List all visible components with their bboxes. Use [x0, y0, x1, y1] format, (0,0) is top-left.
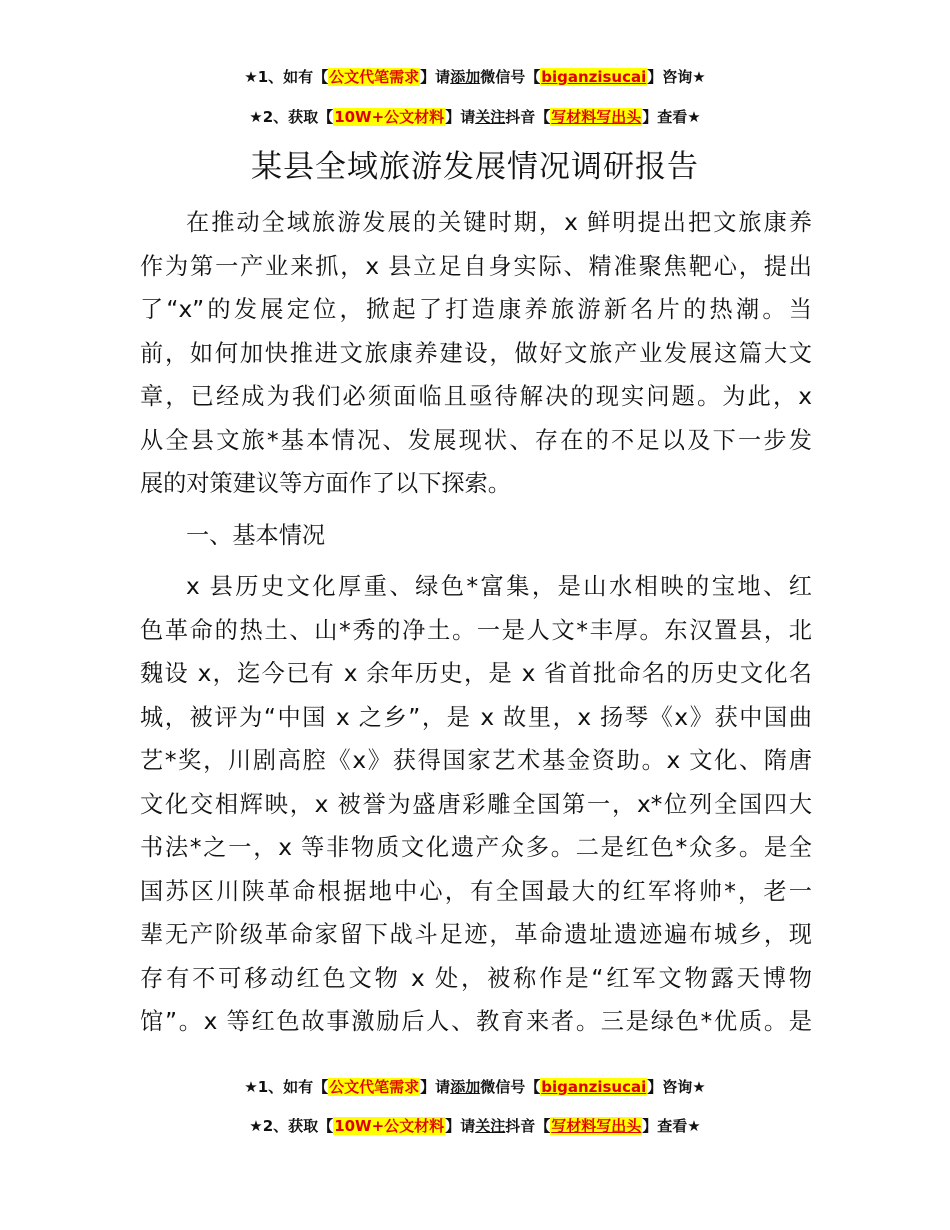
- text-line: 文化交相辉映，x 被誉为盛唐彩雕全国第一，x*位列全国四大: [140, 790, 812, 818]
- promo-1-mid1: 】请: [420, 68, 451, 86]
- footer-1-highlight-wechat: biganzisucai: [541, 1078, 647, 1096]
- footer-2-mid1: 】请: [445, 1117, 476, 1135]
- promo-1-mid2: 微信号【: [480, 68, 541, 86]
- text-line: 城，被评为“中国 x 之乡”，是 x 故里，x 扬琴《x》获中国曲: [140, 703, 812, 731]
- promo-2-prefix: ★2、获取【: [249, 108, 334, 126]
- text-line: 辈无产阶级革命家留下战斗足迹，革命遗址遗迹遍布城乡，现: [140, 921, 812, 948]
- text-line: x 县历史文化厚重、绿色*富集，是山水相映的宝地、红: [186, 573, 812, 600]
- paragraph-basic-situation: [140, 565, 812, 1044]
- text-line: 色革命的热土、山*秀的净土。一是人文*丰厚。东汉置县，北: [140, 616, 812, 644]
- footer-2-suffix: 】查看★: [642, 1117, 701, 1135]
- footer-1-suffix: 】咨询★: [647, 1078, 706, 1096]
- text-line: 存有不可移动红色文物 x 处，被称作是“红军文物露天博物: [140, 964, 812, 992]
- text-line: 章，已经成为我们必须面临且亟待解决的现实问题。为此，x: [140, 383, 812, 410]
- text-line: 馆”。x 等红色故事激励后人、教育来者。三是绿色*优质。是: [140, 1008, 812, 1035]
- document-title: 某县全域旅游发展情况调研报告: [251, 149, 699, 185]
- promo-2-highlight-materials: 10W+公文材料: [334, 108, 445, 126]
- text-line: 展的对策建议等方面作了以下探索。: [140, 470, 511, 497]
- text-line: 了“x”的发展定位，掀起了打造康养旅游新名片的热潮。当: [140, 296, 812, 323]
- promo-1-prefix: ★1、如有【: [244, 68, 329, 86]
- text-line: 魏设 x，迄今已有 x 余年历史，是 x 省首批命名的历史文化名: [140, 660, 812, 687]
- promo-line-2: [0, 106, 950, 128]
- paragraph-intro: [140, 201, 812, 506]
- text-line: 书法*之一，x 等非物质文化遗产众多。二是红色*众多。是全: [140, 834, 812, 861]
- text-line: 作为第一产业来抓，x 县立足自身实际、精准聚焦靶心，提出: [140, 252, 812, 280]
- footer-1-highlight-service: 公文代笔需求: [329, 1078, 420, 1096]
- footer-2-emphasis: 关注: [475, 1117, 506, 1135]
- footer-2-mid2: 抖音【: [505, 1117, 551, 1135]
- document-body: [140, 201, 812, 1044]
- text-line: 在推动全域旅游发展的关键时期，x 鲜明提出把文旅康养: [186, 209, 812, 236]
- footer-1-mid2: 微信号【: [480, 1078, 541, 1096]
- promo-2-mid2: 抖音【: [505, 108, 551, 126]
- section-heading: 一、基本情况: [186, 521, 326, 549]
- footer-promo-line-2: [0, 1115, 950, 1137]
- footer-1-prefix: ★1、如有【: [244, 1078, 329, 1096]
- promo-2-highlight-douyin: 写材料写出头: [551, 108, 642, 126]
- footer-2-prefix: ★2、获取【: [249, 1117, 334, 1135]
- text-line: 国苏区川陕革命根据地中心，有全国最大的红军将帅*，老一: [140, 877, 812, 905]
- text-line: 前，如何加快推进文旅康养建设，做好文旅产业发展这篇大文: [140, 339, 812, 367]
- footer-1-emphasis: 添加: [450, 1078, 481, 1096]
- promo-2-mid1: 】请: [445, 108, 476, 126]
- text-line: 从全县文旅*基本情况、发展现状、存在的不足以及下一步发: [140, 426, 812, 454]
- text-line: 艺*奖，川剧高腔《x》获得国家艺术基金资助。x 文化、隋唐: [140, 747, 812, 774]
- promo-2-suffix: 】查看★: [642, 108, 701, 126]
- footer-promo-line-1: [0, 1076, 950, 1098]
- promo-1-emphasis: 添加: [450, 68, 481, 86]
- promo-1-highlight-service: 公文代笔需求: [329, 68, 420, 86]
- footer-2-highlight-materials: 10W+公文材料: [334, 1117, 445, 1135]
- promo-line-1: [0, 66, 950, 88]
- promo-1-suffix: 】咨询★: [647, 68, 706, 86]
- promo-2-emphasis: 关注: [475, 108, 506, 126]
- footer-1-mid1: 】请: [420, 1078, 451, 1096]
- promo-1-highlight-wechat: biganzisucai: [541, 68, 647, 86]
- footer-2-highlight-douyin: 写材料写出头: [551, 1117, 642, 1135]
